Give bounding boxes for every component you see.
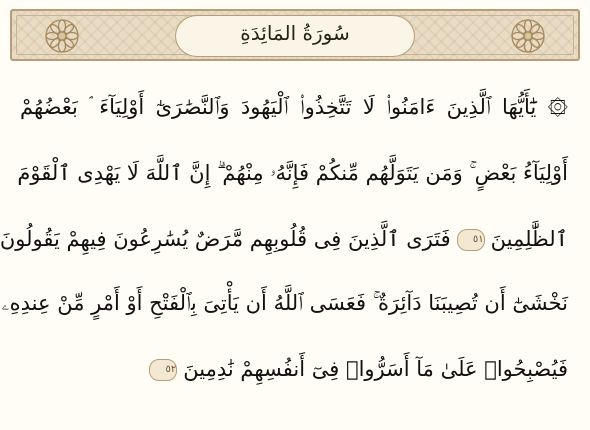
verse-line: أَوْلِيَآءُ بَعْضٍ ۚ وَمَن يَتَوَلَّهُم مِّنكُمْ فَإِنَّهُۥ مِنْهُمْ ۗ إِنَّ ٱللَّهَ لَا يَهْدِى ٱلْقَوْمَ: [17, 161, 568, 185]
verse-line: [20, 346, 568, 392]
verse-line: ۞ يَٰٓأَيُّهَا ٱلَّذِينَ ءَامَنُوا۟ لَا تَتَّخِذُوا۟ ٱلْيَهُودَ وَٱلنَّصَٰرَىٰٓ أَوْلِيَآءَ ۘ بَعْضُهُمْ: [20, 95, 568, 119]
surah-title-cartouche: [175, 15, 415, 57]
verse-line: [0, 216, 568, 262]
rosette-ornament-icon: [44, 18, 80, 54]
verse-text: فَتَرَى ٱلَّذِينَ فِى قُلُوبِهِم مَّرَضٌ يُسَٰرِعُونَ فِيهِمْ يَقُولُونَ: [0, 227, 451, 251]
ayah-number-marker: ٥١: [457, 229, 485, 251]
surah-header-band: [10, 9, 580, 61]
verse-text: ٱلظَّٰلِمِينَ: [490, 227, 568, 251]
verse-line: نَخْشَىٰٓ أَن تُصِيبَنَا دَآئِرَةٌ ۚ فَعَسَى ٱللَّهُ أَن يَأْتِىَ بِٱلْفَتْحِ أَوْ أَمْرٍ مِّنْ عِندِهِۦ: [1, 291, 568, 315]
ayah-number-marker: ٥٢: [149, 359, 177, 381]
surah-title: سُورَةُ المَائِدَةِ: [240, 21, 350, 45]
verse-text: فَيُصْبِحُوا۟ عَلَىٰ مَآ أَسَرُّوا۟ فِىٓ أَنفُسِهِمْ نَٰدِمِينَ: [183, 357, 568, 381]
rosette-ornament-icon: [510, 18, 546, 54]
